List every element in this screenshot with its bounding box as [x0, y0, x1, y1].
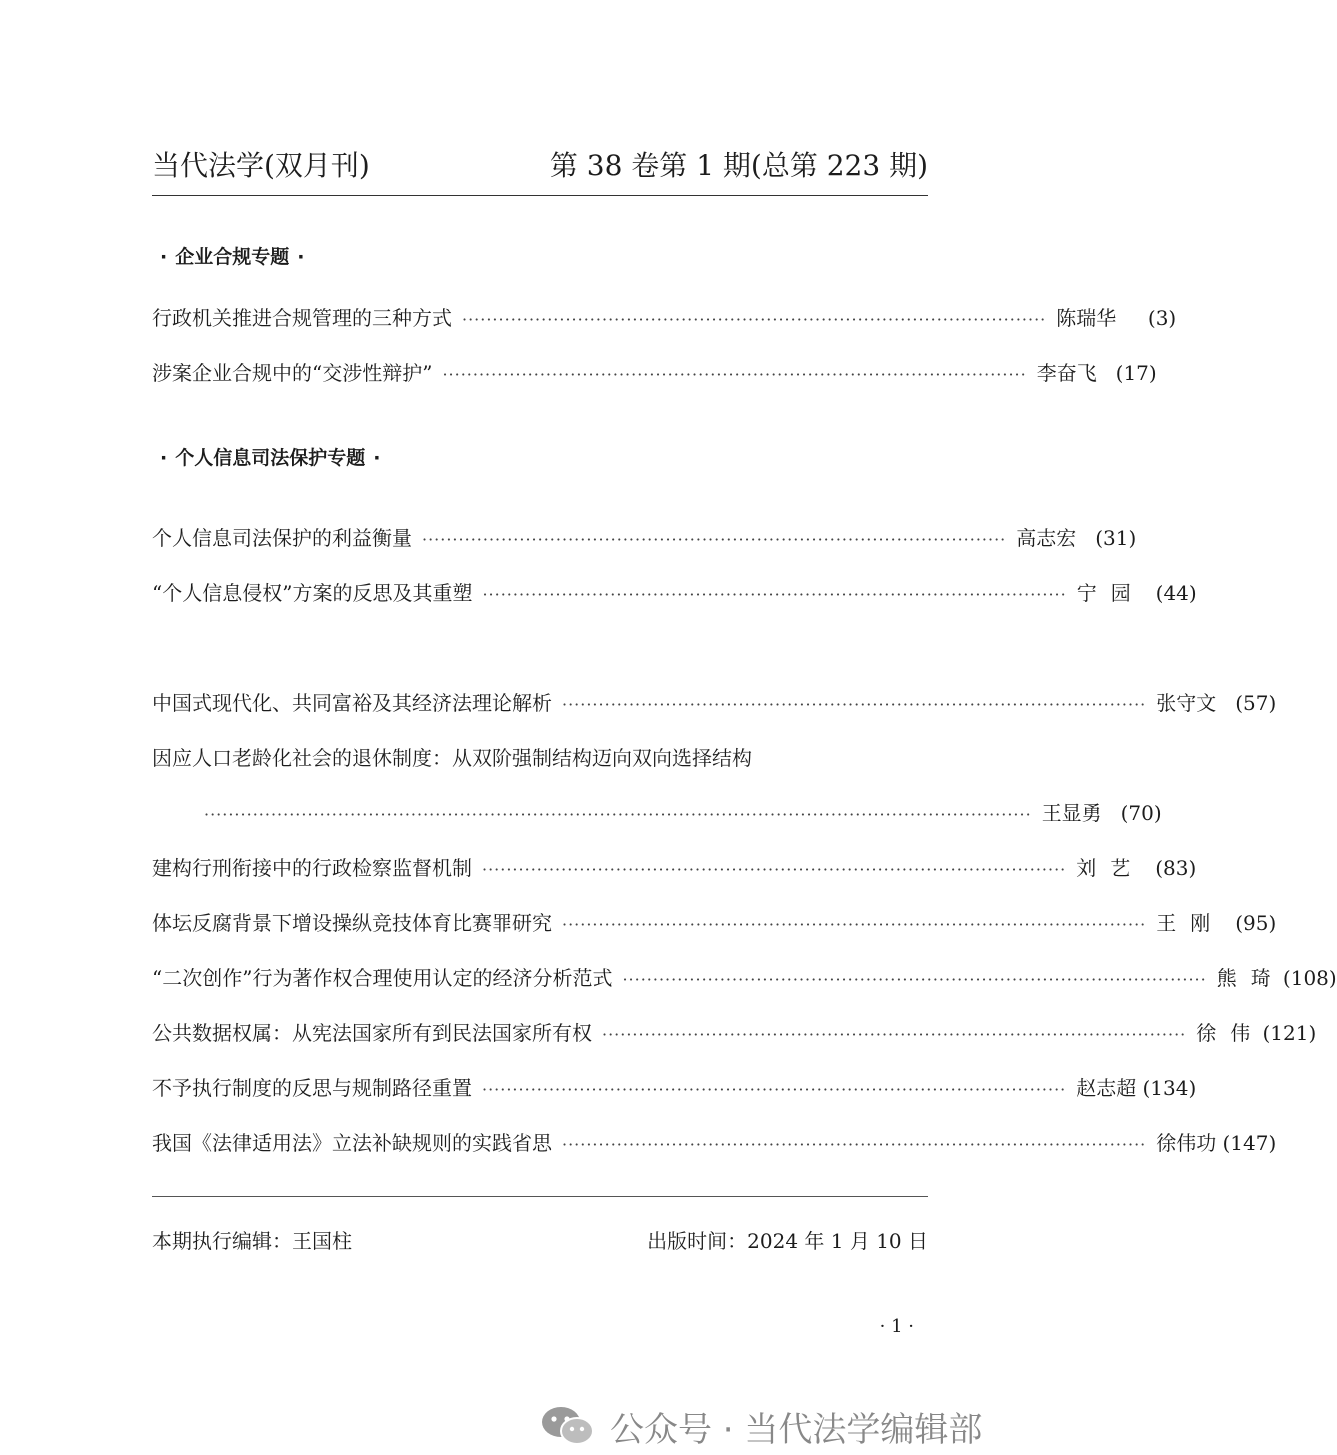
toc-entry-title: “二次创作”行为著作权合理使用认定的经济分析范式 [152, 966, 613, 990]
toc-entry[interactable] [152, 302, 1177, 332]
toc-entry[interactable] [152, 1017, 1317, 1047]
toc-entry-title: 我国《法律适用法》立法补缺规则的实践省思 [152, 1131, 552, 1155]
toc-entry-author: 王显勇 [1041, 801, 1102, 825]
executive-editor: 本期执行编辑：王国柱 [152, 1229, 352, 1253]
toc-entry-author: 高志宏 [1016, 526, 1077, 550]
toc-entry-title: 行政机关推进合规管理的三种方式 [152, 306, 452, 330]
journal-name: 当代法学(双月刊) [152, 149, 370, 182]
toc-entry-author: 陈瑞华 [1056, 306, 1117, 330]
toc-entry-page: (17) [1115, 361, 1157, 385]
toc-entry-author: 赵志超 [1076, 1076, 1137, 1100]
toc-entry-author: 张守文 [1156, 691, 1217, 715]
toc-entry[interactable] [152, 1127, 1277, 1157]
dot-leader: ································································································ [482, 1080, 1067, 1099]
toc-entry-page: (95) [1235, 911, 1277, 935]
toc-entry-page: (70) [1120, 801, 1162, 825]
toc-entry-title: 不予执行制度的反思与规制路径重置 [152, 1076, 472, 1100]
toc-entry-author: 王刚 [1156, 911, 1211, 935]
header-rule [152, 195, 928, 196]
toc-entry-author: 宁园 [1076, 581, 1131, 605]
dot-leader: ································································································ [622, 970, 1207, 989]
issue-info: 第 38 卷第 1 期(总第 223 期) [549, 149, 928, 182]
toc-entry-page: (134) [1142, 1076, 1197, 1100]
toc-entry-page: (108) [1282, 966, 1337, 990]
toc-entry[interactable] [152, 577, 1197, 607]
publish-date: 出版时间：2024 年 1 月 10 日 [647, 1229, 928, 1253]
toc-entry-author: 徐伟 [1196, 1021, 1251, 1045]
toc-entry-title: “个人信息侵权”方案的反思及其重塑 [152, 581, 473, 605]
toc-entry-title: 涉案企业合规中的“交涉性辩护” [152, 361, 433, 385]
toc-entry-page: (44) [1155, 581, 1197, 605]
footer-rule [152, 1196, 928, 1197]
toc-entry-title: 个人信息司法保护的利益衡量 [152, 526, 412, 550]
wechat-icon [540, 1404, 596, 1448]
toc-entry[interactable] [152, 962, 1337, 992]
toc-entry-page: (83) [1155, 856, 1197, 880]
watermark-text: 公众号 · 当代法学编辑部 [610, 1409, 983, 1450]
toc-entry-page: (147) [1222, 1131, 1277, 1155]
toc-entry-title: 公共数据权属：从宪法国家所有到民法国家所有权 [152, 1021, 592, 1045]
dot-leader: ································································································ [442, 365, 1027, 384]
toc-entry[interactable] [152, 357, 1157, 387]
dot-leader: ································································································ [562, 1135, 1147, 1154]
toc-entry-page: (3) [1147, 306, 1177, 330]
toc-entry[interactable] [152, 522, 1137, 552]
watermark [540, 1402, 982, 1450]
toc-entry-author: 刘艺 [1076, 856, 1131, 880]
toc-entry-page: (31) [1095, 526, 1137, 550]
toc-entry-page: (57) [1235, 691, 1277, 715]
section-title-compliance: · 企业合规专题 · [160, 246, 305, 268]
dot-leader: ································································································ [562, 915, 1147, 934]
toc-entry-title: 建构行刑衔接中的行政检察监督机制 [152, 856, 472, 880]
toc-entry-author: 熊琦 [1216, 966, 1271, 990]
section-title-personal-info: · 个人信息司法保护专题 · [160, 447, 381, 469]
dot-leader: ································································································ [482, 585, 1067, 604]
journal-header [152, 140, 928, 188]
dot-leader: ································································································ [462, 310, 1047, 329]
toc-entry-title[interactable]: 因应人口老龄化社会的退休制度：从双阶强制结构迈向双向选择结构 [152, 746, 752, 770]
toc-entry[interactable] [152, 907, 1277, 937]
toc-entry-continuation[interactable] [204, 797, 1162, 827]
dot-leader: ································································································ [482, 860, 1067, 879]
toc-entry-author: 李奋飞 [1036, 361, 1097, 385]
page-number: · 1 · [879, 1316, 914, 1337]
dot-leader: ································································································ [422, 530, 1007, 549]
dot-leader: ································································································ [562, 695, 1147, 714]
toc-entry[interactable] [152, 852, 1197, 882]
toc-entry-author: 徐伟功 [1156, 1131, 1217, 1155]
dot-leader: ········································································································································ [204, 805, 1032, 824]
toc-entry-page: (121) [1262, 1021, 1317, 1045]
toc-entry[interactable] [152, 1072, 1197, 1102]
toc-entry[interactable] [152, 687, 1277, 717]
dot-leader: ································································································ [602, 1025, 1187, 1044]
toc-entry-title: 体坛反腐背景下增设操纵竞技体育比赛罪研究 [152, 911, 552, 935]
toc-entry-title: 中国式现代化、共同富裕及其经济法理论解析 [152, 691, 552, 715]
